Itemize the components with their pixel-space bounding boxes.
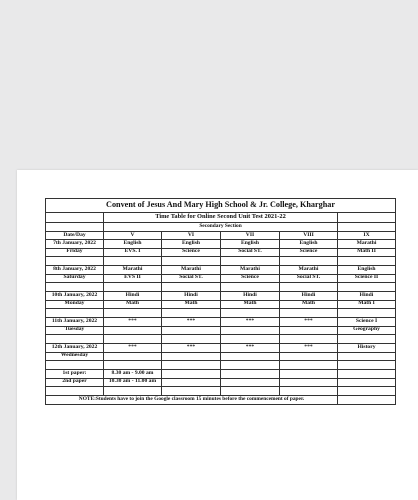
empty-cell xyxy=(221,309,280,318)
spacer-row xyxy=(46,387,396,396)
date-cell: 11th January, 2022 xyxy=(46,318,104,327)
empty-cell xyxy=(280,335,338,344)
timetable xyxy=(45,198,396,405)
empty-cell xyxy=(46,257,104,266)
subject-cell: English xyxy=(104,240,162,249)
header-cell: Date/Day xyxy=(46,232,104,240)
subject-cell: Math xyxy=(280,300,338,309)
date-cell: 8th January, 2022 xyxy=(46,266,104,275)
paper-label: 1st paper: xyxy=(46,370,104,379)
subject-cell: History xyxy=(338,344,396,353)
subject-cell: Social ST. xyxy=(221,248,280,257)
spacer-row xyxy=(46,335,396,344)
subject-cell xyxy=(338,352,396,361)
subject-cell: EVS II xyxy=(104,274,162,283)
subject-cell: Math xyxy=(162,300,221,309)
empty-cell xyxy=(162,361,221,370)
spacer-row xyxy=(46,257,396,266)
header-cell: VI xyxy=(162,232,221,240)
subject-cell: Geography xyxy=(338,326,396,335)
empty-cell xyxy=(162,378,221,387)
empty-cell xyxy=(280,387,338,396)
subject-cell: EVS. I xyxy=(104,248,162,257)
empty-cell xyxy=(162,335,221,344)
day-cell: Saturday xyxy=(46,274,104,283)
date-cell: 12th January, 2022 xyxy=(46,344,104,353)
subject-cell: Math I xyxy=(338,300,396,309)
subject-cell: Math xyxy=(104,300,162,309)
subject-cell: *** xyxy=(162,318,221,327)
empty-cell xyxy=(280,283,338,292)
paper-label: 2nd paper xyxy=(46,378,104,387)
table-row xyxy=(46,326,396,335)
header-cell: VII xyxy=(221,232,280,240)
subject-cell xyxy=(104,326,162,335)
empty-cell xyxy=(280,361,338,370)
note-row xyxy=(46,396,396,405)
timetable-sheet xyxy=(17,170,418,500)
subject-cell xyxy=(162,326,221,335)
header-cell: VIII xyxy=(280,232,338,240)
subject-cell: *** xyxy=(221,344,280,353)
empty-cell xyxy=(338,370,396,379)
table-row xyxy=(46,266,396,275)
empty-cell xyxy=(104,335,162,344)
empty-cell xyxy=(46,361,104,370)
table-row xyxy=(46,274,396,283)
subject-cell xyxy=(104,352,162,361)
subject-cell: *** xyxy=(162,344,221,353)
table-row xyxy=(46,240,396,249)
empty-cell xyxy=(338,335,396,344)
subject-cell: Science xyxy=(221,274,280,283)
empty-cell xyxy=(104,283,162,292)
header-row xyxy=(46,232,396,240)
subject-cell: *** xyxy=(104,318,162,327)
empty-cell xyxy=(221,387,280,396)
empty-cell xyxy=(46,335,104,344)
paper-time: 8.30 am - 9.00 am xyxy=(104,370,162,379)
day-cell: Tuesday xyxy=(46,326,104,335)
table-row xyxy=(46,292,396,301)
subject-cell: Marathi xyxy=(221,266,280,275)
empty-cell xyxy=(338,283,396,292)
empty-cell xyxy=(162,257,221,266)
day-cell: Friday xyxy=(46,248,104,257)
school-name: Convent of Jesus And Mary High School & Jr. College, Kharghar xyxy=(46,199,396,213)
empty-cell xyxy=(221,361,280,370)
subject-cell: Math xyxy=(221,300,280,309)
empty-cell xyxy=(221,283,280,292)
subject-cell: Marathi xyxy=(162,266,221,275)
empty-cell xyxy=(46,283,104,292)
table-row xyxy=(46,300,396,309)
empty-cell xyxy=(280,309,338,318)
empty-cell xyxy=(338,396,396,405)
empty-cell xyxy=(162,387,221,396)
spacer-row xyxy=(46,309,396,318)
table-row xyxy=(46,378,396,387)
empty-cell xyxy=(338,309,396,318)
empty-cell xyxy=(46,309,104,318)
day-cell: Monday xyxy=(46,300,104,309)
day-cell: Wednesday xyxy=(46,352,104,361)
subject-cell: English xyxy=(162,240,221,249)
empty-cell xyxy=(221,257,280,266)
subject-cell: Science II xyxy=(338,274,396,283)
empty-cell xyxy=(162,309,221,318)
subject-cell: Marathi xyxy=(338,240,396,249)
subject-cell: Social ST. xyxy=(162,274,221,283)
empty-cell xyxy=(221,335,280,344)
subject-cell xyxy=(162,352,221,361)
subject-cell xyxy=(221,352,280,361)
subject-cell: English xyxy=(338,266,396,275)
spacer-row xyxy=(46,283,396,292)
subject-cell: *** xyxy=(280,318,338,327)
header-cell: IX xyxy=(338,232,396,240)
subject-cell: *** xyxy=(221,318,280,327)
spacer-row xyxy=(46,361,396,370)
subject-cell: Science xyxy=(162,248,221,257)
subject-cell: Social ST. xyxy=(280,274,338,283)
empty-cell xyxy=(338,387,396,396)
subject-cell: *** xyxy=(104,344,162,353)
empty-cell xyxy=(280,257,338,266)
header-cell: V xyxy=(104,232,162,240)
empty-cell xyxy=(162,283,221,292)
subject-cell: Marathi xyxy=(104,266,162,275)
empty-cell xyxy=(221,378,280,387)
subject-cell: Math II xyxy=(338,248,396,257)
empty-cell xyxy=(221,370,280,379)
table-row xyxy=(46,370,396,379)
empty-cell xyxy=(338,361,396,370)
table-row xyxy=(46,248,396,257)
empty-cell xyxy=(104,387,162,396)
subject-cell: English xyxy=(280,240,338,249)
section-label: Secondary Section xyxy=(104,223,338,232)
subject-cell: Science I xyxy=(338,318,396,327)
date-cell: 10th January, 2022 xyxy=(46,292,104,301)
empty-cell xyxy=(162,370,221,379)
empty-cell xyxy=(338,257,396,266)
table-row xyxy=(46,352,396,361)
empty-cell xyxy=(338,378,396,387)
table-row xyxy=(46,318,396,327)
subject-cell xyxy=(221,326,280,335)
empty-cell xyxy=(104,257,162,266)
subject-cell: *** xyxy=(280,344,338,353)
paper-time: 10.30 am - 11.00 am xyxy=(104,378,162,387)
date-cell: 7th January, 2022 xyxy=(46,240,104,249)
subject-cell xyxy=(280,326,338,335)
subject-cell xyxy=(280,352,338,361)
subtitle: Time Table for Online Second Unit Test 2021-22 xyxy=(104,213,338,223)
subject-cell: Marathi xyxy=(280,266,338,275)
subject-cell: English xyxy=(221,240,280,249)
empty-cell xyxy=(104,361,162,370)
table-row xyxy=(46,344,396,353)
empty-cell xyxy=(280,378,338,387)
subject-cell: Science xyxy=(280,248,338,257)
subject-cell: Hindi xyxy=(162,292,221,301)
empty-cell xyxy=(104,309,162,318)
subject-cell: Hindi xyxy=(221,292,280,301)
subject-cell: Hindi xyxy=(338,292,396,301)
note-text: NOTE:Students have to join the Google classroom 15 minutes before the commencement of paper. xyxy=(46,396,338,405)
empty-cell xyxy=(46,387,104,396)
subject-cell: Hindi xyxy=(280,292,338,301)
empty-cell xyxy=(280,370,338,379)
subject-cell: Hindi xyxy=(104,292,162,301)
